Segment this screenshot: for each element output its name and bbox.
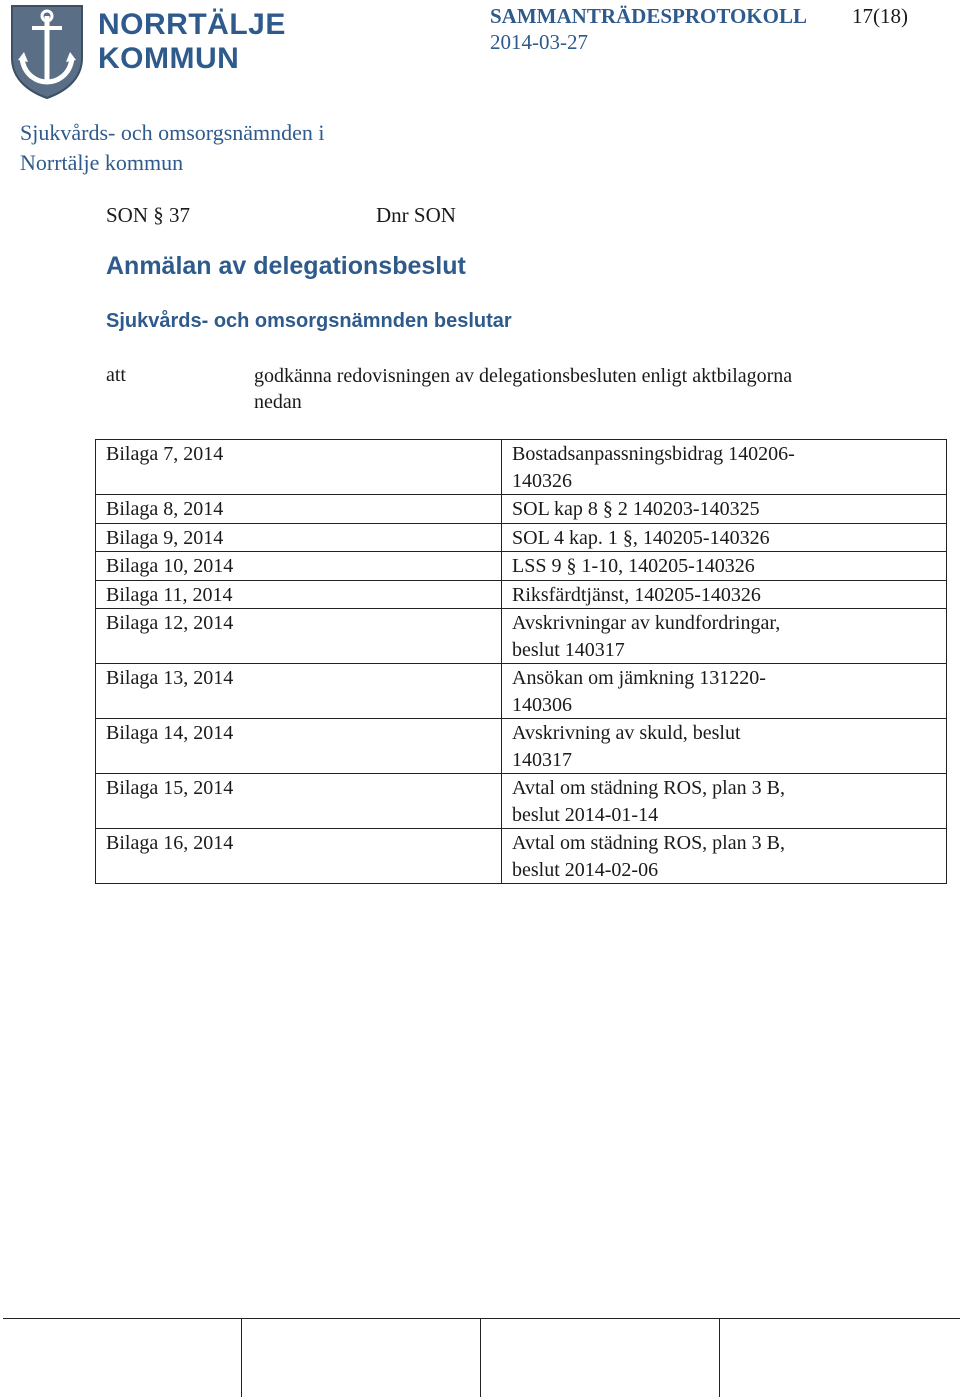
description-cell: LSS 9 § 1-10, 140205-140326 bbox=[502, 552, 947, 581]
bilaga-cell: Bilaga 10, 2014 bbox=[96, 552, 502, 581]
signature-divider bbox=[719, 1319, 720, 1397]
signature-divider bbox=[480, 1319, 481, 1397]
description-cell: SOL 4 kap. 1 §, 140205-140326 bbox=[502, 523, 947, 552]
attachments-body bbox=[96, 440, 947, 884]
page-number: 17(18) bbox=[852, 4, 908, 28]
description-cell: Avskrivning av skuld, beslut 140317 bbox=[502, 719, 947, 774]
table-row bbox=[96, 523, 947, 552]
case-number: SON § 37 bbox=[106, 203, 191, 227]
committee-line: Norrtälje kommun bbox=[20, 150, 184, 175]
protocol-date: 2014-03-27 bbox=[490, 30, 588, 54]
table-row bbox=[96, 609, 947, 664]
bilaga-cell: Bilaga 14, 2014 bbox=[96, 719, 502, 774]
section-heading: Anmälan av delegationsbeslut bbox=[106, 252, 466, 280]
description-cell: Avskrivningar av kundfordringar, beslut 140317 bbox=[502, 609, 947, 664]
protocol-title: SAMMANTRÄDESPROTOKOLL bbox=[490, 4, 807, 28]
description-cell: Avtal om städning ROS, plan 3 B, beslut 2014-02-06 bbox=[502, 829, 947, 884]
coat-of-arms-icon bbox=[6, 2, 88, 100]
table-row bbox=[96, 552, 947, 581]
committee-name bbox=[20, 118, 325, 178]
att-label: att bbox=[106, 364, 126, 386]
logo-line: NORRTÄLJE bbox=[98, 8, 286, 41]
description-cell: Avtal om städning ROS, plan 3 B, beslut 2014-01-14 bbox=[502, 774, 947, 829]
description-cell: Riksfärdtjänst, 140205-140326 bbox=[502, 580, 947, 609]
signature-divider bbox=[241, 1319, 242, 1397]
table-row bbox=[96, 719, 947, 774]
logo-text bbox=[98, 8, 286, 76]
attachments-table bbox=[95, 439, 947, 884]
bilaga-cell: Bilaga 11, 2014 bbox=[96, 580, 502, 609]
table-row bbox=[96, 664, 947, 719]
committee-line: Sjukvårds- och omsorgsnämnden i bbox=[20, 120, 325, 145]
footer-divider bbox=[3, 1318, 960, 1319]
bilaga-cell: Bilaga 16, 2014 bbox=[96, 829, 502, 884]
bilaga-cell: Bilaga 9, 2014 bbox=[96, 523, 502, 552]
table-row bbox=[96, 440, 947, 495]
bilaga-cell: Bilaga 13, 2014 bbox=[96, 664, 502, 719]
table-row bbox=[96, 495, 947, 524]
bilaga-cell: Bilaga 7, 2014 bbox=[96, 440, 502, 495]
table-row bbox=[96, 774, 947, 829]
bilaga-cell: Bilaga 15, 2014 bbox=[96, 774, 502, 829]
bilaga-cell: Bilaga 8, 2014 bbox=[96, 495, 502, 524]
decision-text: godkänna redovisningen av delegationsbesluten enligt aktbilagorna nedan bbox=[254, 365, 793, 413]
logo-line: KOMMUN bbox=[98, 42, 240, 75]
decision-intro: Sjukvårds- och omsorgsnämnden beslutar bbox=[106, 310, 512, 332]
dnr-number: Dnr SON bbox=[376, 203, 456, 227]
table-row bbox=[96, 580, 947, 609]
table-row bbox=[96, 829, 947, 884]
municipality-logo bbox=[6, 2, 286, 102]
description-cell: Bostadsanpassningsbidrag 140206- 140326 bbox=[502, 440, 947, 495]
description-cell: Ansökan om jämkning 131220- 140306 bbox=[502, 664, 947, 719]
bilaga-cell: Bilaga 12, 2014 bbox=[96, 609, 502, 664]
description-cell: SOL kap 8 § 2 140203-140325 bbox=[502, 495, 947, 524]
